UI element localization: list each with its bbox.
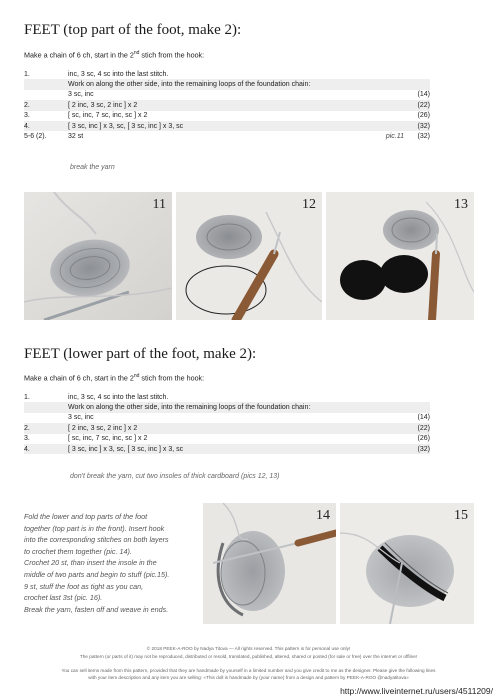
row-number: 2. [24, 100, 68, 110]
section1-intro-post: stich from the hook: [139, 50, 205, 60]
row-picture-ref [338, 434, 404, 444]
section2-intro-post: stich from the hook: [139, 373, 205, 383]
photo-12-label: 12 [302, 197, 316, 212]
row-stitch-count: (22) [404, 423, 430, 433]
section1-intro-sup: nd [133, 50, 140, 56]
row-stitch-count: (32) [404, 121, 430, 131]
row-picture-ref [338, 121, 404, 131]
row-picture-ref [338, 69, 404, 79]
instruction-line: Crochet 20 st, than insert the insole in the [24, 558, 157, 568]
pattern-row [24, 131, 430, 141]
pattern-row [24, 79, 430, 89]
row-instruction: [ 2 inc, 3 sc, 2 inc ] x 2 [68, 100, 338, 110]
section1-title: FEET (top part of the foot, make 2): [24, 22, 242, 38]
row-instruction: inc, 3 sc, 4 sc into the last stitch. [68, 70, 169, 78]
pattern-row [24, 434, 430, 444]
photo-13 [326, 192, 474, 320]
photo-15 [340, 503, 474, 624]
photo-15-label: 15 [454, 508, 468, 523]
photo-14-label: 14 [316, 508, 330, 523]
source-url: http://www.liveinternet.ru/users/4511209/ [340, 686, 493, 696]
row-instruction: 32 st [68, 133, 84, 141]
photo-13-label: 13 [454, 197, 468, 212]
row-number: 4. [24, 121, 68, 131]
section2-intro-sup: nd [133, 373, 140, 379]
row-instruction: [ sc, inc, 7 sc, inc, sc ] x 2 [68, 112, 148, 120]
row-number [24, 413, 68, 423]
pattern-row [24, 392, 430, 402]
row-instruction: [ 3 sc, inc ] x 3, sc, [ 3 sc, inc ] x 3, sc [68, 121, 338, 131]
row-stitch-count: (14) [417, 414, 430, 422]
pattern-row [24, 111, 430, 121]
photo-11-label: 11 [152, 197, 166, 212]
row-instruction: 3 sc, inc [68, 91, 94, 99]
photo-11 [24, 192, 172, 320]
row-instruction: [ 3 sc, inc ] x 3, sc, [ 3 sc, inc ] x 3, sc [68, 444, 338, 454]
row-picture-ref [338, 392, 404, 402]
row-stitch-count: (26) [417, 435, 430, 443]
row-instruction: [ sc, inc, 7 sc, inc, sc ] x 2 [68, 435, 148, 443]
row-number: 4. [24, 444, 68, 454]
row-number [24, 402, 68, 412]
row-instruction: Work on along the other side, into the remaining loops of the foundation chain: [68, 402, 338, 412]
row-picture-ref [338, 100, 404, 110]
instruction-line: Fold the lower and top parts of the foot [24, 512, 148, 521]
instruction-line: to crochet them together (pic. 14). [24, 546, 132, 556]
instruction-line: 9 st, stuff the foot as tight as you can, [24, 581, 144, 591]
row-picture-ref [338, 79, 404, 89]
section1-intro [24, 50, 204, 59]
row-stitch-count: (26) [417, 112, 430, 120]
row-stitch-count [404, 79, 430, 89]
row-stitch-count: (14) [417, 91, 430, 99]
row-number: 5-6 (2). [24, 133, 47, 141]
pattern-row [24, 69, 430, 79]
row-picture-ref [338, 413, 404, 423]
photo-14 [203, 503, 336, 624]
section1-intro-pre: Make a chain of 6 ch, start in the 2 [24, 50, 134, 60]
section1-note: break the yarn [70, 164, 115, 171]
photo-12 [176, 192, 322, 320]
section2-title: FEET (lower part of the foot, make 2): [24, 346, 257, 362]
pattern-row [24, 423, 430, 433]
instruction-line: Break the yarn, fasten off and weave in ends. [24, 604, 169, 614]
section2-intro-pre: Make a chain of 6 ch, start in the 2 [24, 373, 134, 383]
row-stitch-count: (22) [404, 100, 430, 110]
instruction-line: into the corresponding stitches on both layers [24, 535, 169, 545]
instruction-line: together (top part is in the front). Insert hook [24, 523, 165, 533]
pattern-row [24, 121, 430, 131]
section2-note: don't break the yarn, cut two insoles of thick cardboard (pics 12, 13) [70, 473, 280, 480]
row-number: 3. [24, 112, 30, 120]
row-number [24, 79, 68, 89]
pattern-row [24, 413, 430, 423]
footer-copyright: © 2018 PEEK-A-ROO by Nadya Titova — All rights reserved. This pattern is for personal use only! [146, 646, 351, 651]
row-picture-ref [338, 90, 404, 100]
photo-11-image [24, 192, 172, 320]
row-instruction: 3 sc, inc [68, 414, 94, 422]
row-stitch-count [404, 392, 430, 402]
pattern-row [24, 100, 430, 110]
row-number: 1. [24, 70, 30, 78]
row-instruction: inc, 3 sc, 4 sc into the last stitch. [68, 393, 169, 401]
row-instruction: [ 2 inc, 3 sc, 2 inc ] x 2 [68, 423, 338, 433]
joining-instructions [24, 511, 196, 615]
instruction-line: middle of two parts and begin to stuff (pic.15). [24, 569, 170, 579]
row-number: 3. [24, 435, 30, 443]
row-number: 2. [24, 423, 68, 433]
instruction-line: crochet last 3st (pic. 16). [24, 593, 103, 603]
row-picture-ref [338, 444, 404, 454]
section2-intro [24, 373, 204, 382]
row-number: 1. [24, 393, 30, 401]
pattern-row [24, 444, 430, 454]
row-picture-ref: pic.11 [385, 133, 404, 141]
section2-rows-table [24, 392, 430, 454]
pattern-row [24, 90, 430, 100]
row-picture-ref [338, 423, 404, 433]
footer-credit-line: with your item description and any item you are selling: «This doll is handmade by (your name) from a design and pattern by PEEK-A-ROO @nadyatitova» [88, 675, 409, 680]
row-stitch-count [404, 402, 430, 412]
row-stitch-count: (32) [417, 133, 430, 141]
pattern-row [24, 402, 430, 412]
footer-selling-terms: You can sell items made from this pattern, provided that they are handmade by yourself in a limited number and you give credit to me as the designer. Please give the following lines [61, 668, 436, 673]
row-number [24, 90, 68, 100]
row-stitch-count [404, 69, 430, 79]
photo-13-image [326, 192, 474, 320]
row-picture-ref [338, 402, 404, 412]
row-picture-ref [338, 111, 404, 121]
row-instruction: Work on along the other side, into the remaining loops of the foundation chain: [68, 79, 338, 89]
section1-rows-table [24, 69, 430, 142]
footer-restrictions: The pattern (or parts of it) may not be reproduced, distributed or resold, translated, published, altered, shared or posted (for sale or free) over the internet or offline! [79, 654, 418, 659]
row-stitch-count: (32) [404, 444, 430, 454]
photo-12-image [176, 192, 322, 320]
